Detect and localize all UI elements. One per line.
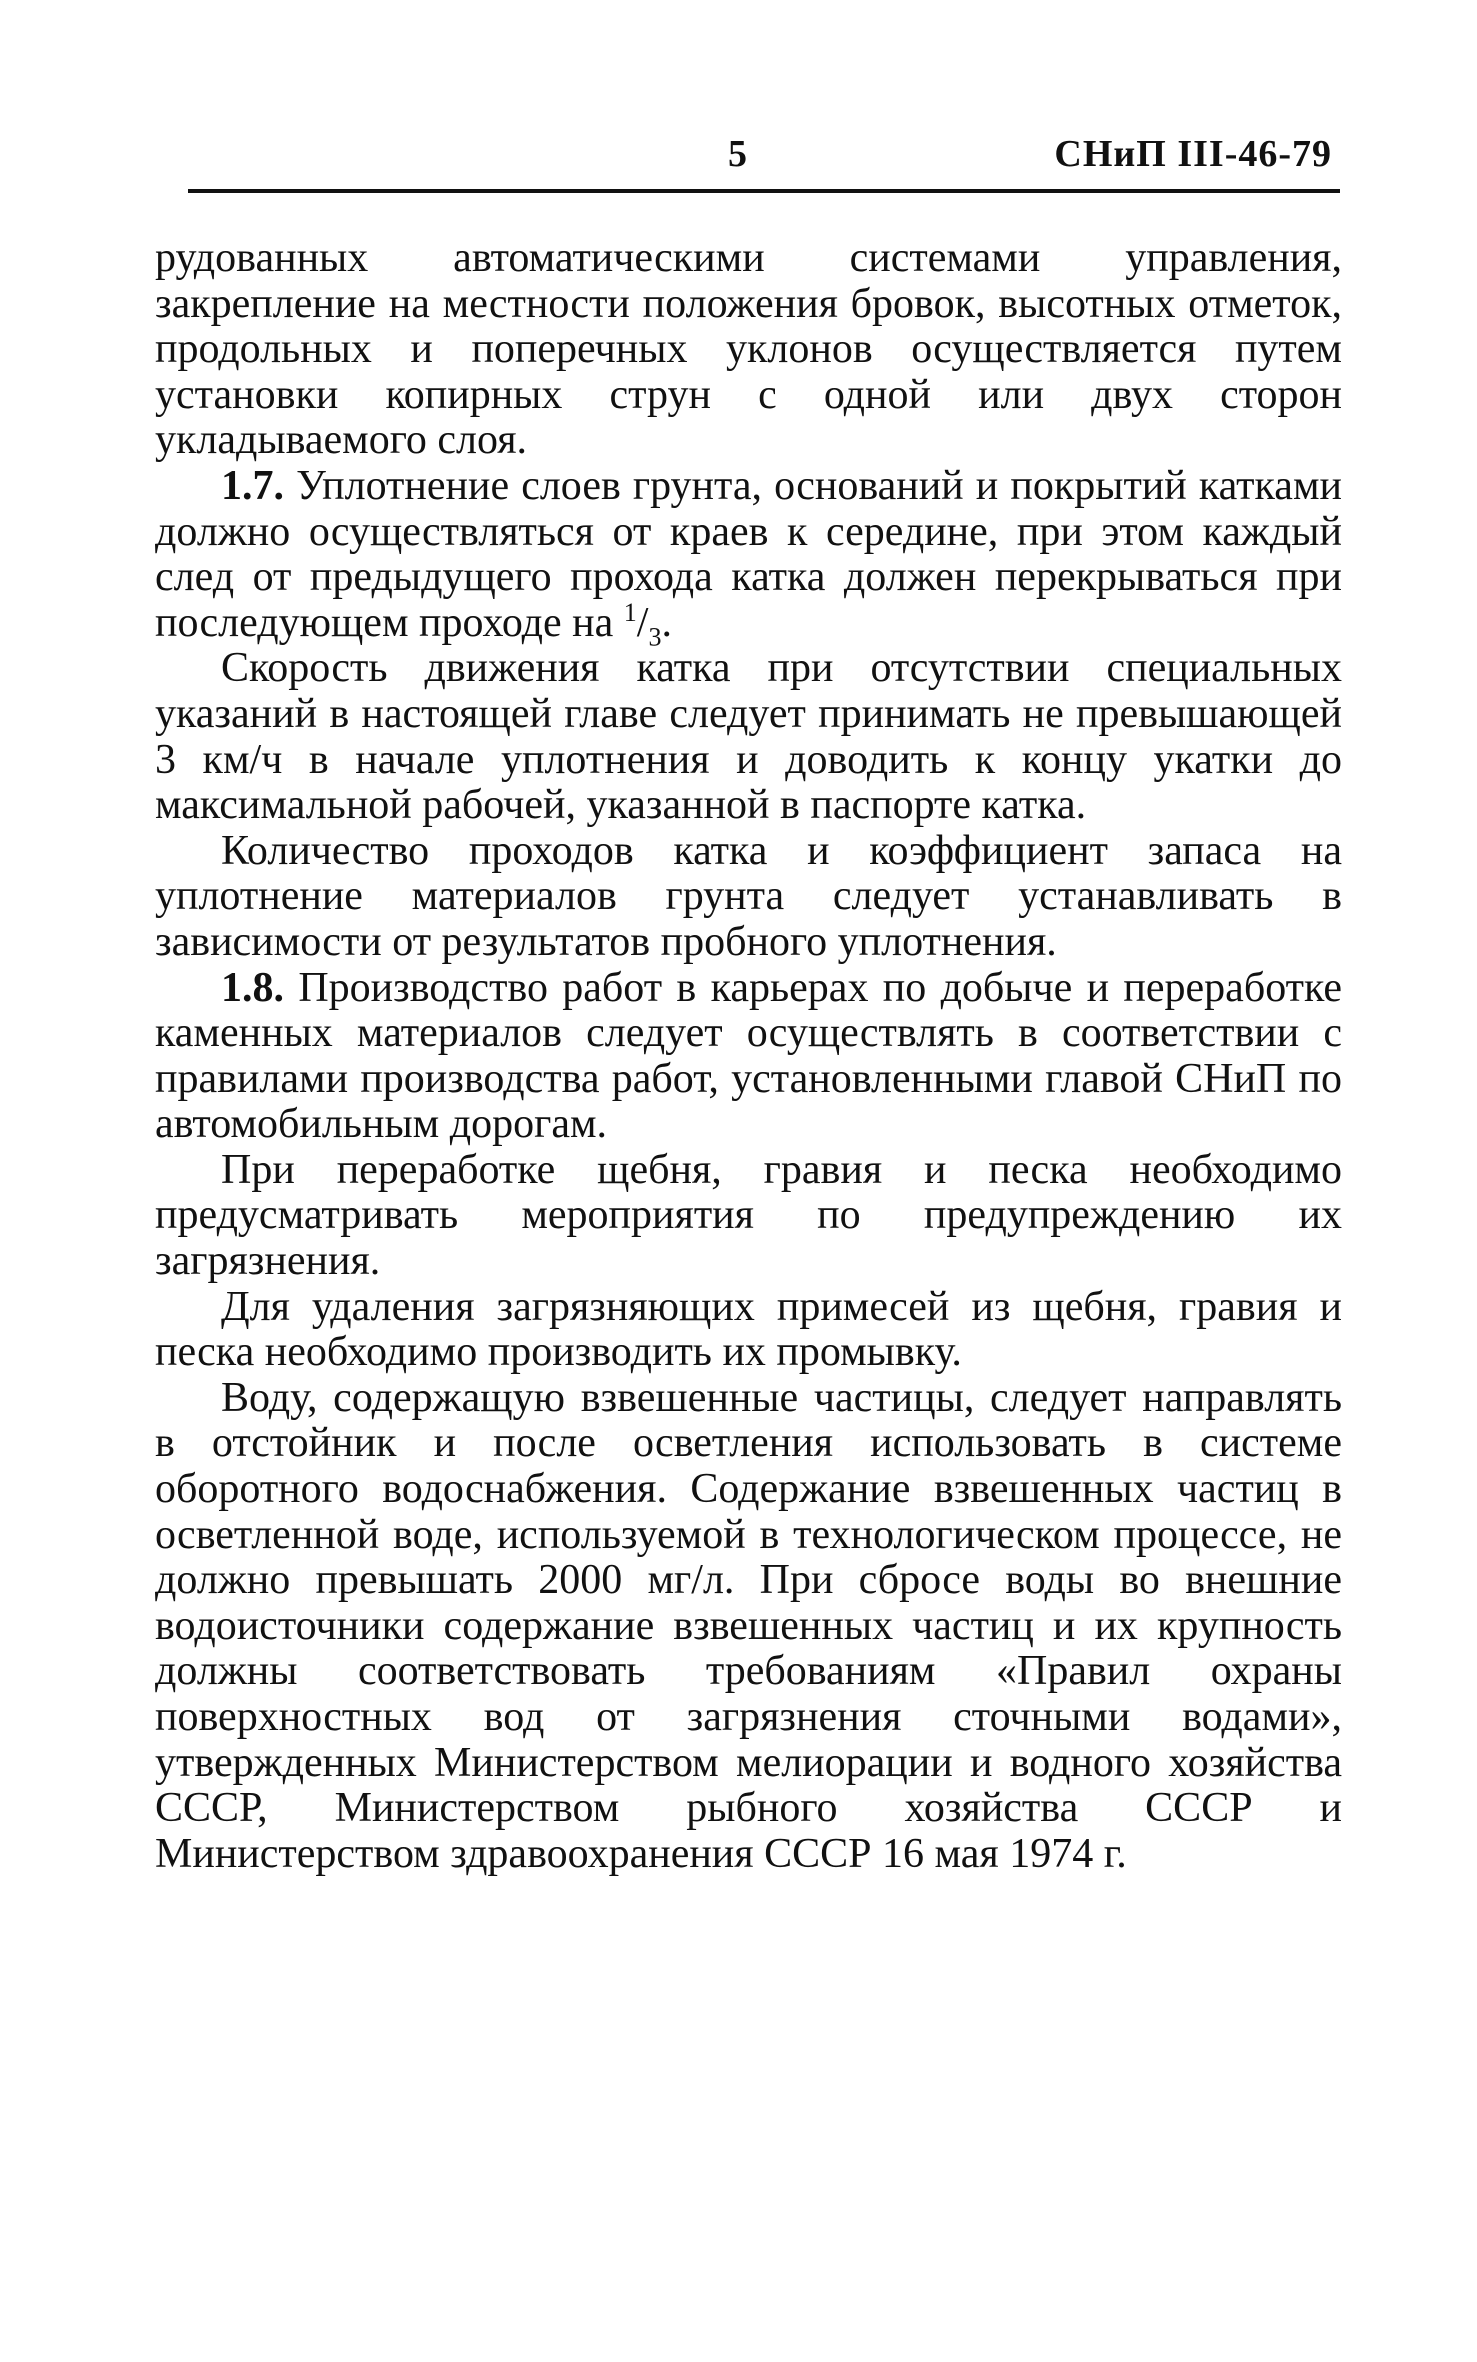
document-code: СНиП III-46-79 xyxy=(1054,133,1332,175)
body-text xyxy=(155,236,1342,1877)
clause-text: Уплотнение слоев грунта, оснований и покрытий катками должно осуществляться от краев к середине, при этом каждый след от предыдущего прохода катка должен перекрываться при последующем проходе на xyxy=(155,462,1342,646)
page-number: 5 xyxy=(728,133,747,175)
paragraph: При переработке щебня, гравия и песка необходимо предусматривать мероприятия по предупреждению их загрязнения. xyxy=(155,1146,1342,1285)
clause-number: 1.7. xyxy=(221,462,284,509)
fraction-numerator: 1 xyxy=(623,597,637,627)
clause-1-7 xyxy=(155,462,1342,652)
paragraph-continuation: рудованных автоматическими системами управления, закрепление на местности положения бровок, высотных отметок, продольных и поперечных уклонов осуществляется путем установки копирных струн с одной или двух сторон укладываемого слоя. xyxy=(155,235,1342,464)
clause-end: . xyxy=(661,599,672,646)
fraction-denominator: 3 xyxy=(648,622,662,652)
clause-number: 1.8. xyxy=(221,964,284,1011)
paragraph: Воду, содержащую взвешенные частицы, следует направлять в отстойник и после осветления использовать в системе оборотного водоснабжения. Содержание взвешенных частиц в осветленной воде, используемой в технологическом процессе, не должно превышать 2000 мг/л. При сбросе воды во внешние водоисточники содержание взвешенных частиц и их крупность должны соответствовать требованиям «Правил охраны поверхностных вод от загрязнения сточными водами», утвержденных Министерством мелиорации и водного хозяйства СССР, Министерством рыбного хозяйства СССР и Министерством здравоохранения СССР 16 мая 1974 г. xyxy=(155,1374,1342,1877)
clause-1-8 xyxy=(155,966,1342,1148)
clause-text: Производство работ в карьерах по добыче и переработке каменных материалов следует осуществлять в соответствии с правилами производства работ, установленными главой СНиП по автомобильным дорогам. xyxy=(155,964,1342,1148)
paragraph: Количество проходов катка и коэффициент запаса на уплотнение материалов грунта следует устанавливать в зависимости от результатов пробного уплотнения. xyxy=(155,827,1342,965)
paragraph: Для удаления загрязняющих примесей из щебня, гравия и песка необходимо производить их промывку. xyxy=(155,1283,1342,1376)
paragraph: Скорость движения катка при отсутствии специальных указаний в настоящей главе следует принимать не превышающей 3 км/ч в начале уплотнения и доводить к концу укатки до максимальной рабочей, указанной в паспорте катка. xyxy=(155,645,1342,829)
header-rule xyxy=(188,189,1340,193)
page-header xyxy=(188,132,1340,180)
fraction-separator: / xyxy=(636,599,649,646)
